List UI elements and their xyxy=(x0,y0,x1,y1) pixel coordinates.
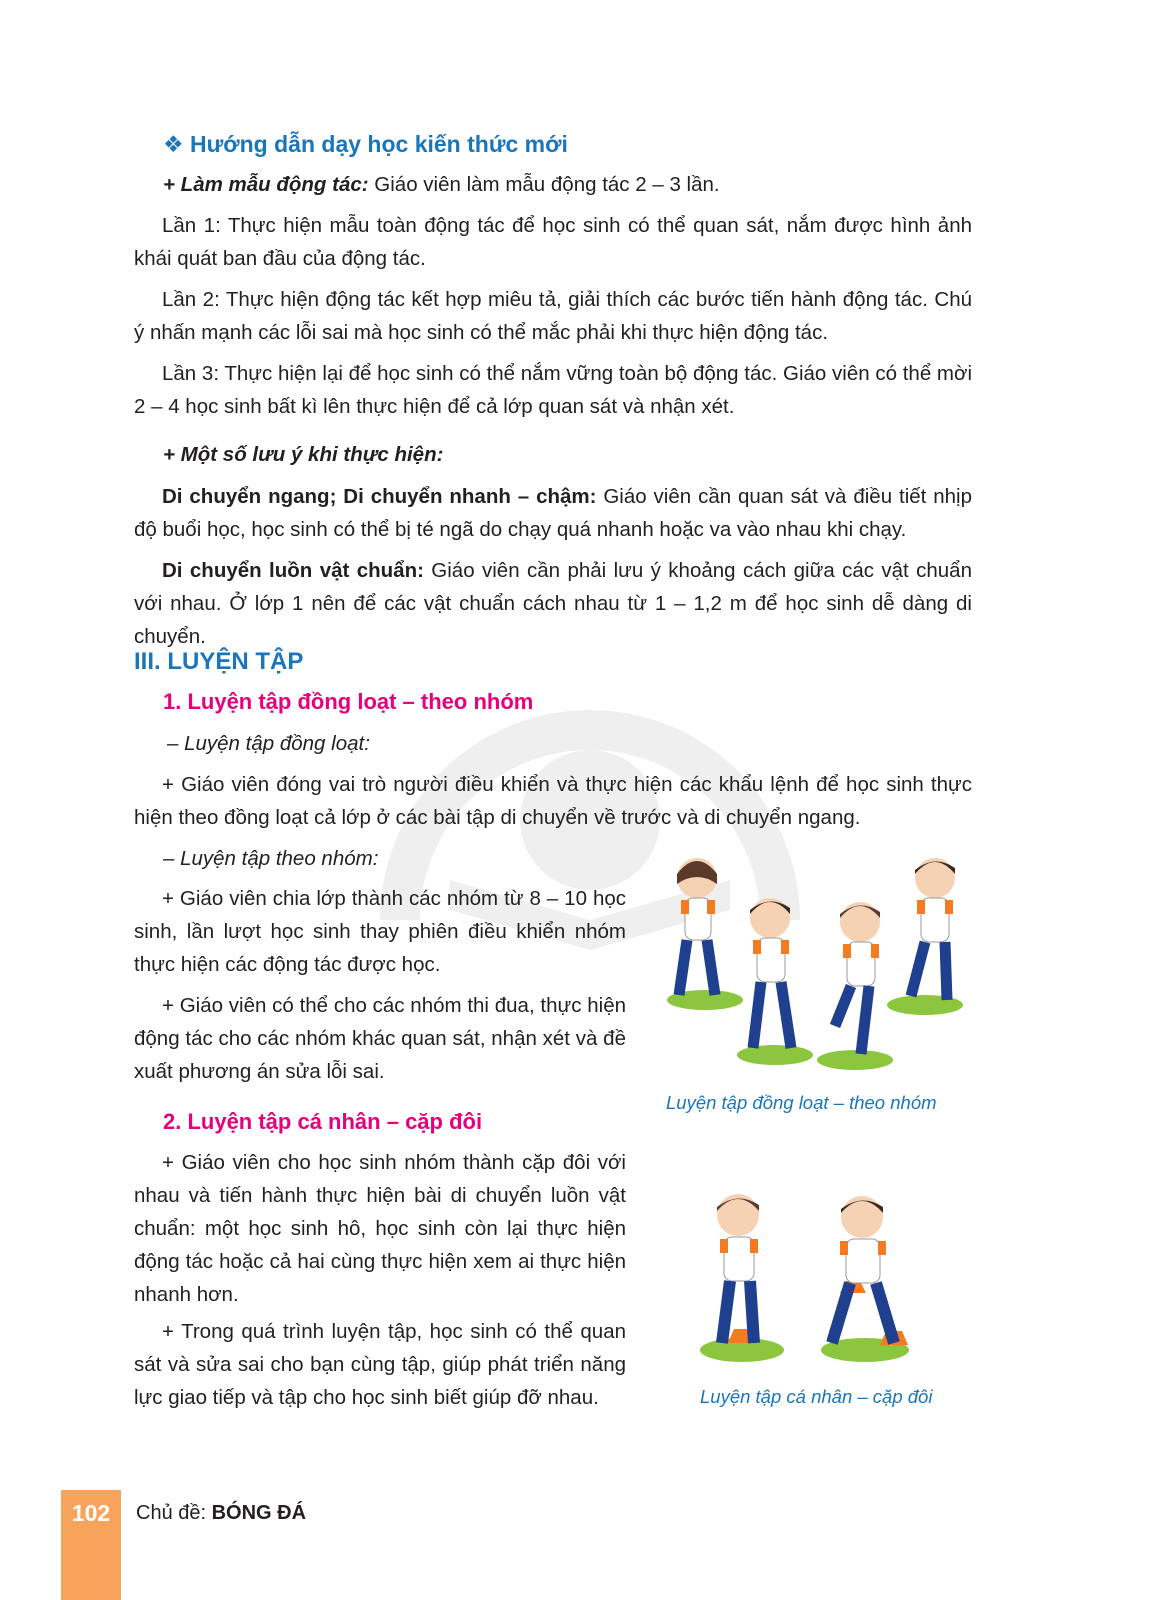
demo-text: Giáo viên làm mẫu động tác 2 – 3 lần. xyxy=(368,173,720,196)
paragraph-pair-practice-1: + Giáo viên cho học sinh nhóm thành cặp đôi với nhau và tiến hành thực hiện bài di chuyển luồn vật chuẩn: một học sinh hô, học sinh còn lại thực hiện động tác hoặc cả hai cùng thực hiện xem ai thực hiện nhanh hơn. xyxy=(134,1151,626,1306)
note1-label: Di chuyển ngang; Di chuyển nhanh – chậm: xyxy=(162,485,597,508)
student-figure-1 xyxy=(667,858,743,1010)
demo-label: + Làm mẫu động tác: xyxy=(163,173,369,196)
label-group-practice-text: – Luyện tập theo nhóm: xyxy=(163,847,379,870)
topic-name: BÓNG ĐÁ xyxy=(211,1502,307,1524)
student-figure-left xyxy=(700,1194,784,1362)
paragraph-lan-1: Lần 1: Thực hiện mẫu toàn động tác để học sinh có thể quan sát, nắm được hình ảnh khái quát ban đầu của động tác. xyxy=(134,214,972,270)
diamond-bullet-icon: ❖ xyxy=(163,131,184,157)
note2-label: Di chuyển luồn vật chuẩn: xyxy=(162,559,424,582)
caption-group-practice: Luyện tập đồng loạt – theo nhóm xyxy=(666,1092,937,1113)
note-weave-markers xyxy=(134,554,972,653)
label-mass-practice-text: – Luyện tập đồng loạt: xyxy=(167,732,370,755)
notes-label-text: + Một số lưu ý khi thực hiện: xyxy=(163,443,444,466)
paragraph-pair-practice-2: + Trong quá trình luyện tập, học sinh có thể quan sát và sửa sai cho bạn cùng tập, giúp phát triển năng lực giao tiếp và tập cho học sinh biết giúp đỡ nhau. xyxy=(134,1320,626,1409)
label-mass-practice xyxy=(167,727,370,760)
paragraph-lan-3: Lần 3: Thực hiện lại để học sinh có thể nắm vững toàn bộ động tác. Giáo viên có thể mời 2 – 4 học sinh bất kì lên thực hiện để cả lớp quan sát và nhận xét. xyxy=(134,362,972,418)
guide-heading xyxy=(163,128,568,161)
paragraph-group-practice-2: + Giáo viên có thể cho các nhóm thi đua, thực hiện động tác cho các nhóm khác quan sát, nhận xét và đề xuất phương án sửa lỗi sai. xyxy=(134,994,626,1083)
section-heading-practice: III. LUYỆN TẬP xyxy=(134,648,304,675)
label-group-practice xyxy=(163,842,378,875)
page-number: 102 xyxy=(71,1500,111,1526)
pair-practice-illustration xyxy=(690,1185,950,1375)
notes-label xyxy=(163,438,443,471)
student-figure-3 xyxy=(817,902,893,1070)
subheading-pair-practice: 2. Luyện tập cá nhân – cặp đôi xyxy=(163,1109,483,1134)
note1-text: Giáo viên cần quan sát và điều tiết nhịp độ buổi học, học sinh có thể bị té ngã do chạy quá nhanh hoặc va vào nhau khi chạy. xyxy=(134,485,973,541)
paragraph-mass-practice: + Giáo viên đóng vai trò người điều khiển và thực hiện các khẩu lệnh để học sinh thực hiện theo đồng loạt cả lớp ở các bài tập di chuyển về trước và di chuyển ngang. xyxy=(134,773,972,829)
note2-text: Giáo viên cần phải lưu ý khoảng cách giữa các vật chuẩn với nhau. Ở lớp 1 nên để các vật chuẩn cách nhau từ 1 – 1,2 m để học sinh dễ dàng di chuyển. xyxy=(134,559,972,648)
note-horizontal-speed xyxy=(134,480,972,546)
caption-pair-practice: Luyện tập cá nhân – cặp đôi xyxy=(700,1386,933,1407)
paragraph-group-practice-1: + Giáo viên chia lớp thành các nhóm từ 8 – 10 học sinh, lần lượt học sinh thay phiên điều khiển nhóm thực hiện các động tác được học. xyxy=(134,887,626,976)
group-practice-illustration xyxy=(655,850,975,1080)
student-figure-4 xyxy=(887,858,963,1015)
topic-footer xyxy=(136,1502,306,1525)
guide-heading-text: Hướng dẫn dạy học kiến thức mới xyxy=(190,131,568,157)
paragraph-lan-2: Lần 2: Thực hiện động tác kết hợp miêu tả, giải thích các bước tiến hành động tác. Chú ý nhấn mạnh các lỗi sai mà học sinh có thể mắc phải khi thực hiện động tác. xyxy=(134,288,972,344)
topic-label: Chủ đề: xyxy=(136,1502,212,1524)
student-figure-right xyxy=(821,1196,909,1362)
subheading-group-practice: 1. Luyện tập đồng loạt – theo nhóm xyxy=(163,689,534,714)
student-figure-2 xyxy=(737,898,813,1065)
demo-line xyxy=(163,168,973,201)
